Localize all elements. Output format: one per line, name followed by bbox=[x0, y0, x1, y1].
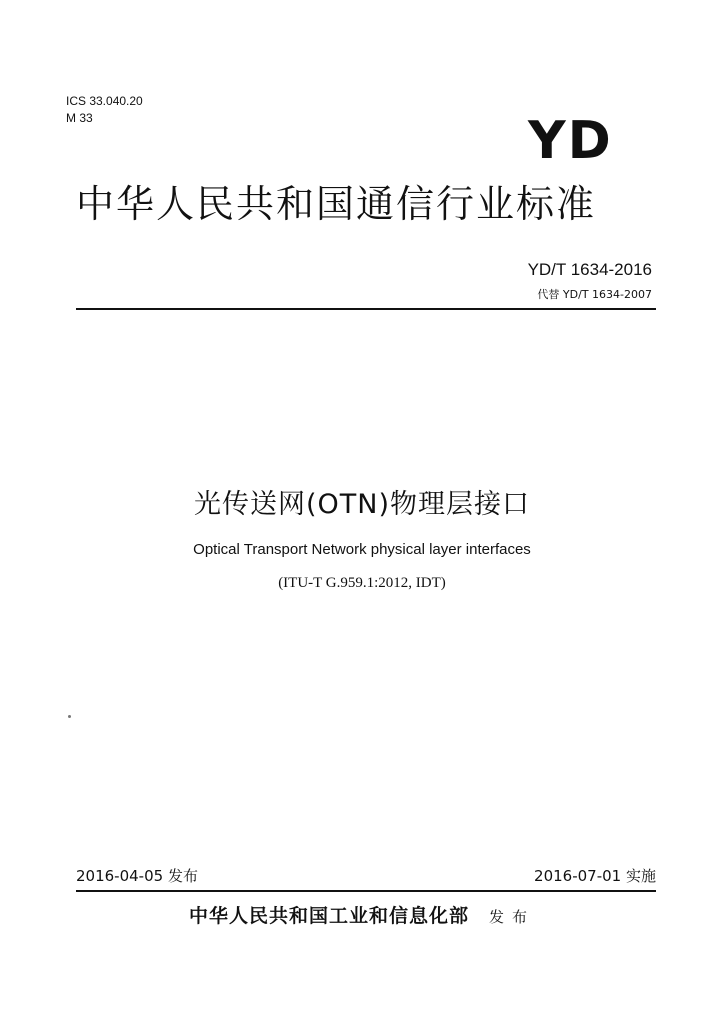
scan-speck bbox=[68, 715, 71, 718]
issue-date: 2016-04-05 发布 bbox=[76, 867, 198, 885]
header-divider bbox=[76, 308, 656, 310]
document-title-chinese: 光传送网(OTN)物理层接口 bbox=[193, 489, 530, 520]
standard-number: YD/T 1634-2016 bbox=[527, 260, 652, 279]
issuer-line bbox=[0, 903, 724, 930]
document-reference: (ITU-T G.959.1:2012, IDT) bbox=[278, 575, 446, 591]
replaced-standard: 代替 YD/T 1634-2007 bbox=[537, 288, 652, 301]
ics-code: ICS 33.040.20 bbox=[66, 94, 143, 108]
footer-divider bbox=[76, 890, 656, 892]
issuer-name: 中华人民共和国工业和信息化部 bbox=[188, 905, 469, 927]
standard-organization: 中华人民共和国通信行业标准 bbox=[76, 182, 597, 226]
effective-date: 2016-07-01 实施 bbox=[534, 867, 656, 885]
ccs-code: M 33 bbox=[66, 111, 93, 125]
issuer-action: 发布 bbox=[489, 908, 536, 926]
yd-logo bbox=[528, 111, 614, 171]
document-title-english: Optical Transport Network physical layer interfaces bbox=[193, 541, 531, 558]
classification-codes bbox=[66, 93, 143, 127]
yd-logo-text: YD bbox=[528, 111, 613, 171]
